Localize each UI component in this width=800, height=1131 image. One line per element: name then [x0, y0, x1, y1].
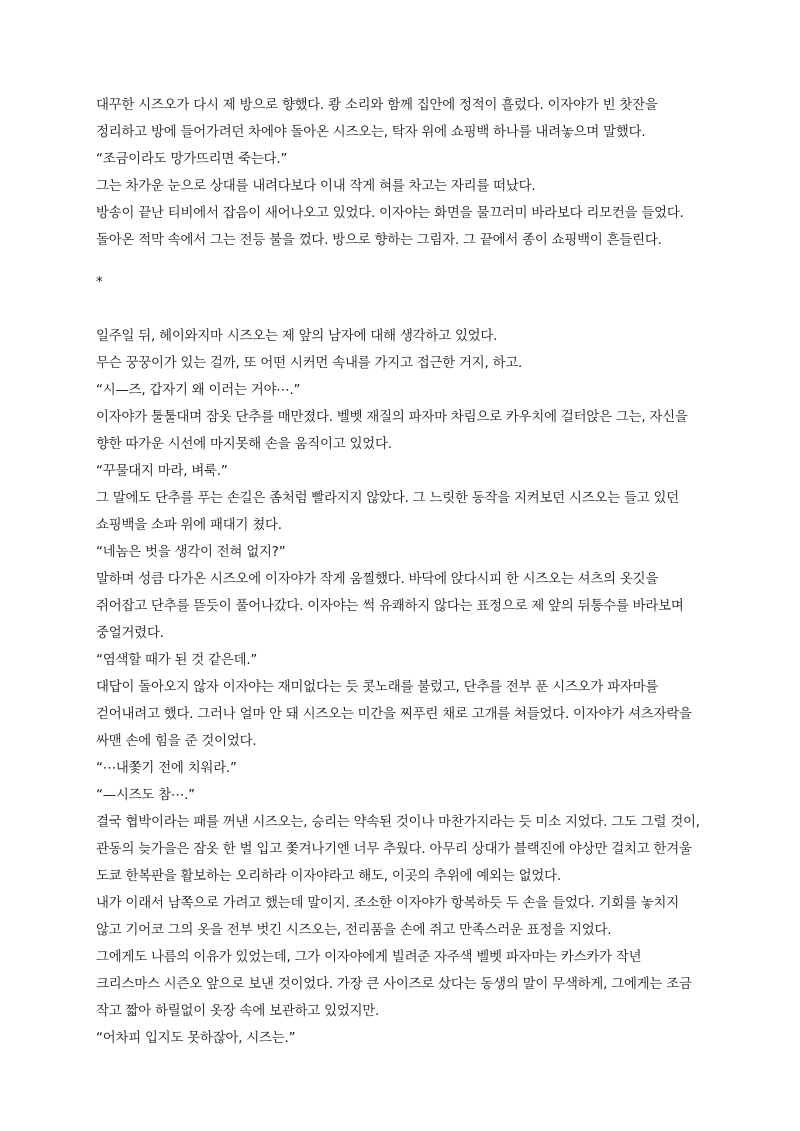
text-line: 결국 협박이라는 패를 꺼낸 시즈오는, 승리는 약속된 것이나 마찬가지라는 듯 미소 지었다. 그도 그럴 것이, — [96, 815, 700, 830]
text-line: 이자야가 툴툴대며 잠옷 단추를 매만졌다. 벨벳 재질의 파자마 차림으로 카우치에 걸터앉은 그는, 자신을 — [96, 410, 688, 425]
section-break: * — [96, 275, 103, 290]
text-line: 그는 차가운 눈으로 상대를 내려다보다 이내 작게 혀를 차고는 자리를 떠났다. — [96, 179, 536, 194]
text-line: “네놈은 벗을 생각이 전혀 없지?” — [96, 545, 286, 560]
text-line: 중얼거렸다. — [96, 626, 164, 641]
text-line: 않고 기어코 그의 옷을 전부 벗긴 시즈오는, 전리품을 손에 쥐고 만족스러운 표정을 지었다. — [96, 923, 612, 938]
text-line: 대꾸한 시즈오가 다시 제 방으로 향했다. 쾅 소리와 함께 집안에 정적이 흘렀다. 이자야가 빈 찻잔을 — [96, 98, 658, 113]
text-line: “꾸물대지 마라, 벼룩.” — [96, 464, 228, 479]
text-line: 작고 짧아 하릴없이 옷장 속에 보관하고 있었지만. — [96, 1004, 380, 1019]
text-line: 걷어내려고 했다. 그러나 얼마 안 돼 시즈오는 미간을 찌푸린 채로 고개를 쳐들었다. 이자야가 셔츠자락을 — [96, 707, 692, 722]
text-line: 그에게도 나름의 이유가 있었는데, 그가 이자야에게 빌려준 자주색 벨벳 파자마는 카스카가 작년 — [96, 950, 642, 965]
text-line: “조금이라도 망가뜨리면 죽는다.” — [96, 152, 288, 167]
text-line: 일주일 뒤, 헤이와지마 시즈오는 제 앞의 남자에 대해 생각하고 있었다. — [96, 329, 498, 344]
text-line: “—시즈도 참⋯.” — [96, 788, 195, 803]
text-line: 싸맨 손에 힘을 준 것이었다. — [96, 734, 257, 749]
text-line: 그 말에도 단추를 푸는 손길은 좀처럼 빨라지지 않았다. 그 느릿한 동작을 지켜보던 시즈오는 들고 있던 — [96, 491, 679, 506]
text-line: 대답이 돌아오지 않자 이자야는 재미없다는 듯 콧노래를 불렀고, 단추를 전부 푼 시즈오가 파자마를 — [96, 680, 659, 695]
text-line: 쥐어잡고 단추를 뜯듯이 풀어나갔다. 이자야는 썩 유쾌하지 않다는 표정으로 제 앞의 뒤통수를 바라보며 — [96, 599, 684, 614]
text-line: 향한 따가운 시선에 마지못해 손을 움직이고 있었다. — [96, 437, 392, 452]
text-line: 무슨 꿍꿍이가 있는 걸까, 또 어떤 시커먼 속내를 가지고 접근한 거지, 하고. — [96, 356, 523, 371]
text-line: “시—즈, 갑자기 왜 이러는 거야⋯.” — [96, 383, 301, 398]
text-line: “염색할 때가 된 것 같은데.” — [96, 653, 258, 668]
text-line: 크리스마스 시즌오 앞으로 보낸 것이었다. 가장 큰 사이즈로 샀다는 동생의 말이 무색하게, 그에게는 조금 — [96, 977, 692, 992]
text-line: “⋯내쫓기 전에 치워라.” — [96, 761, 237, 776]
text-line: 도쿄 한복판을 활보하는 오리하라 이자야라고 해도, 이곳의 추위에 예외는 없었다. — [96, 869, 561, 884]
text-line: 정리하고 방에 들어가려던 차에야 돌아온 시즈오는, 탁자 위에 쇼핑백 하나를 내려놓으며 말했다. — [96, 125, 646, 140]
text-line: 돌아온 적막 속에서 그는 전등 불을 껐다. 방으로 향하는 그림자. 그 끝에서 종이 쇼핑백이 흔들린다. — [96, 233, 662, 248]
text-line: 내가 이래서 남쪽으로 가려고 했는데 말이지. 조소한 이자야가 항복하듯 두 손을 들었다. 기회를 놓치지 — [96, 896, 679, 911]
text-line: 방송이 끝난 티비에서 잡음이 새어나오고 있었다. 이자야는 화면을 물끄러미 바라보다 리모컨을 들었다. — [96, 206, 684, 221]
text-line: 말하며 성큼 다가온 시즈오에 이자야가 작게 움찔했다. 바닥에 앉다시피 한 시즈오는 셔츠의 옷깃을 — [96, 572, 659, 587]
text-line: “어차피 입지도 못하잖아, 시즈는.” — [96, 1031, 296, 1046]
text-line: 쇼핑백을 소파 위에 패대기 쳤다. — [96, 518, 282, 533]
text-line: 관동의 늦가을은 잠옷 한 벌 입고 쫓겨나기엔 너무 추웠다. 아무리 상대가 블랙진에 야상만 걸치고 한겨울 — [96, 842, 692, 857]
